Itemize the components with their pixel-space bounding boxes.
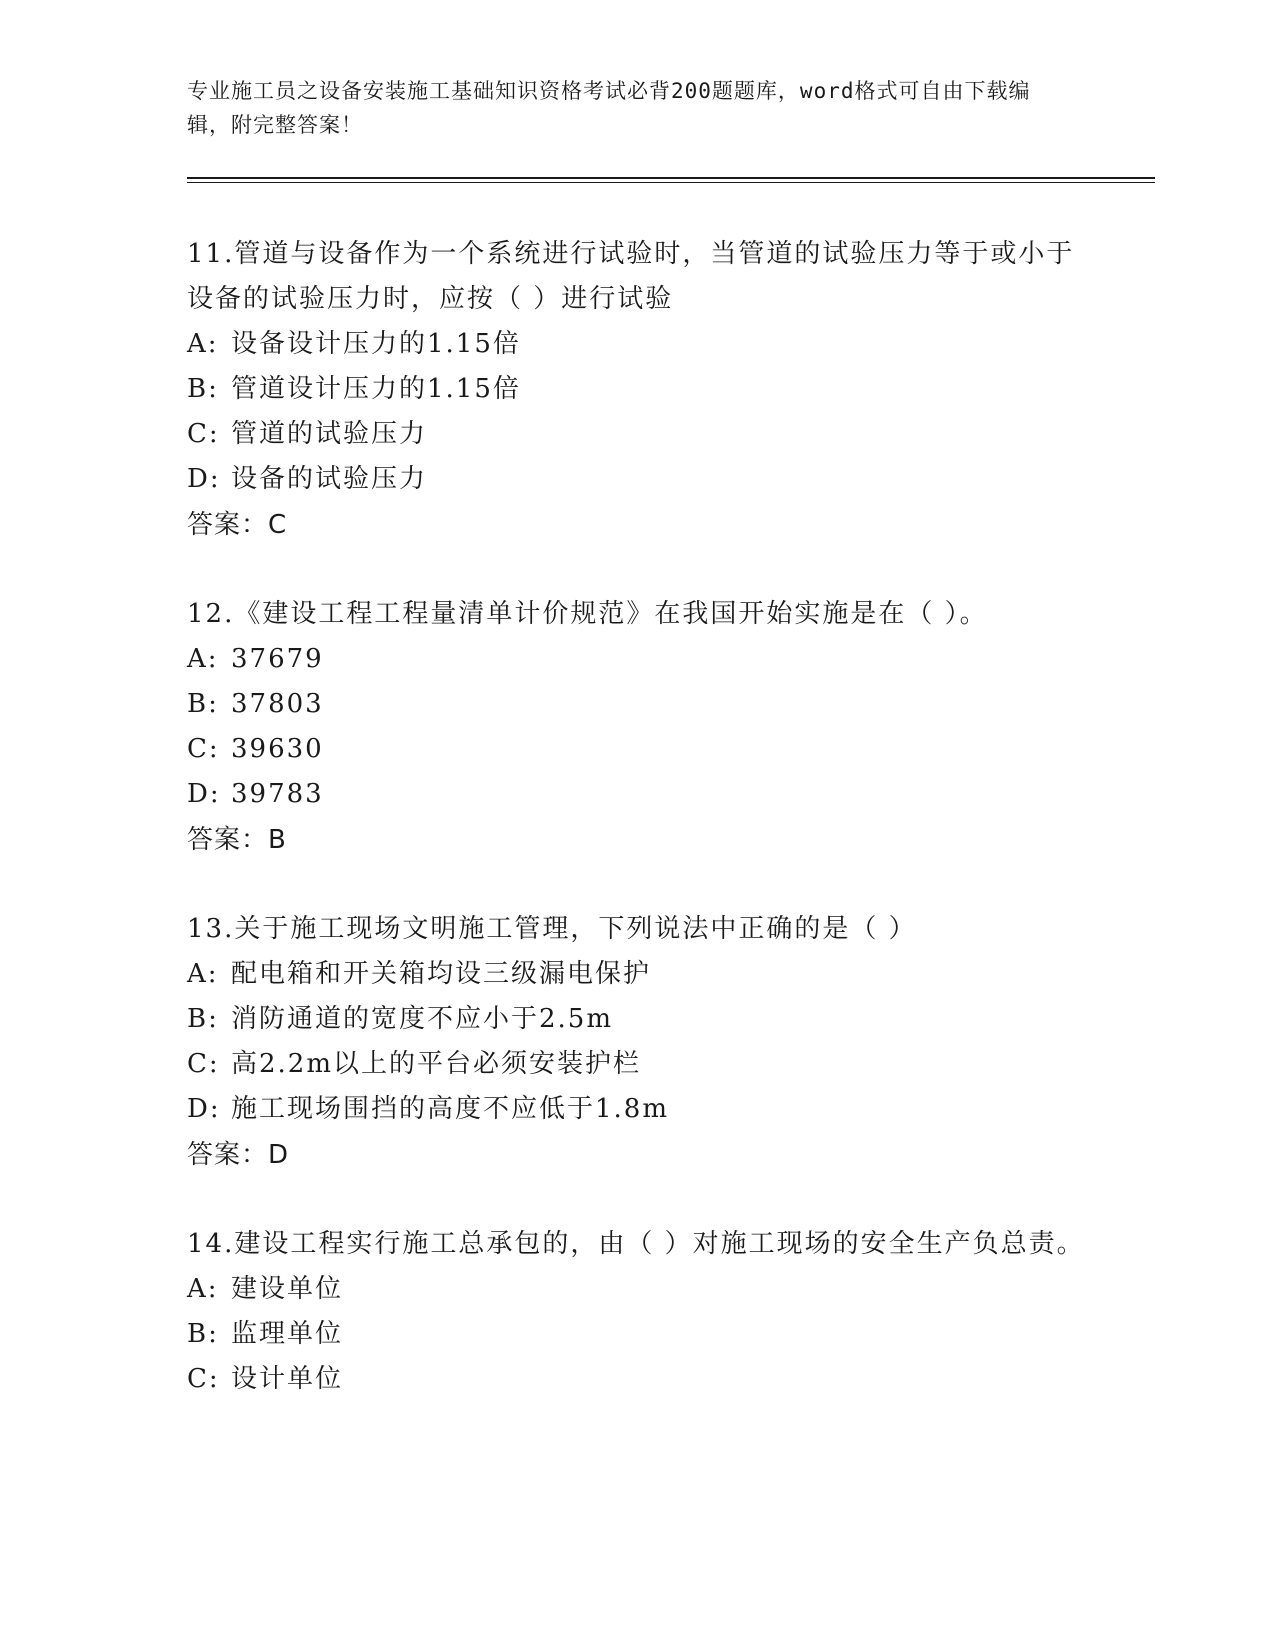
option-b xyxy=(187,367,1087,412)
option-letter: B: xyxy=(187,1319,219,1349)
answer-line xyxy=(187,1132,1087,1178)
answer-label: 答案： xyxy=(187,1140,269,1170)
answer-label: 答案： xyxy=(187,825,269,855)
option-letter: A: xyxy=(187,644,219,674)
option-a xyxy=(187,637,1087,682)
option-c xyxy=(187,1357,1087,1402)
option-letter: C: xyxy=(187,1049,220,1079)
question-13 xyxy=(187,907,1087,1178)
header-divider-bottom xyxy=(187,182,1155,183)
option-letter: C: xyxy=(187,734,220,764)
option-text: 高2.2m以上的平台必须安装护栏 xyxy=(231,1049,642,1079)
option-a xyxy=(187,952,1087,997)
question-stem: 14.建设工程实行施工总承包的，由（ ）对施工现场的安全生产负总责。 xyxy=(187,1229,1085,1259)
option-text: 37803 xyxy=(231,689,324,719)
question-stem: 13.关于施工现场文明施工管理，下列说法中正确的是（ ） xyxy=(187,914,917,944)
option-letter: D: xyxy=(187,779,221,809)
header-divider-top xyxy=(187,177,1155,179)
option-c xyxy=(187,412,1087,457)
option-letter: B: xyxy=(187,1004,219,1034)
option-text: 设备的试验压力 xyxy=(231,464,428,494)
answer-value: B xyxy=(268,825,287,855)
option-text: 管道设计压力的1.15倍 xyxy=(231,374,521,404)
option-letter: A: xyxy=(187,1274,219,1304)
option-letter: D: xyxy=(187,464,221,494)
option-b xyxy=(187,682,1087,727)
question-list xyxy=(187,232,1087,1446)
question-11 xyxy=(187,232,1087,548)
option-letter: C: xyxy=(187,1364,220,1394)
option-letter: A: xyxy=(187,959,219,989)
option-d xyxy=(187,1087,1087,1132)
option-d xyxy=(187,772,1087,817)
option-b xyxy=(187,1312,1087,1357)
question-stem: 11.管道与设备作为一个系统进行试验时，当管道的试验压力等于或小于设备的试验压力时，应按（ ）进行试验 xyxy=(187,239,1075,314)
option-text: 39630 xyxy=(231,734,324,764)
option-text: 监理单位 xyxy=(231,1319,344,1349)
option-d xyxy=(187,457,1087,502)
option-text: 39783 xyxy=(231,779,324,809)
question-stem: 12.《建设工程工程量清单计价规范》在我国开始实施是在（ ）。 xyxy=(187,599,988,629)
option-letter: B: xyxy=(187,374,219,404)
option-text: 管道的试验压力 xyxy=(231,419,428,449)
answer-value: C xyxy=(268,510,288,540)
option-text: 37679 xyxy=(231,644,324,674)
question-14 xyxy=(187,1222,1087,1402)
option-letter: B: xyxy=(187,689,219,719)
option-text: 设计单位 xyxy=(231,1364,344,1394)
option-letter: C: xyxy=(187,419,220,449)
answer-line xyxy=(187,817,1087,863)
option-text: 建设单位 xyxy=(231,1274,344,1304)
option-text: 配电箱和开关箱均设三级漏电保护 xyxy=(231,959,652,989)
option-text: 消防通道的宽度不应小于2.5m xyxy=(231,1004,614,1034)
answer-label: 答案： xyxy=(187,510,269,540)
option-text: 设备设计压力的1.15倍 xyxy=(231,329,521,359)
option-letter: A: xyxy=(187,329,219,359)
question-12 xyxy=(187,592,1087,863)
option-a xyxy=(187,1267,1087,1312)
option-b xyxy=(187,997,1087,1042)
answer-value: D xyxy=(268,1140,290,1170)
option-text: 施工现场围挡的高度不应低于1.8m xyxy=(231,1094,670,1124)
option-c xyxy=(187,1042,1087,1087)
answer-line xyxy=(187,502,1087,548)
option-c xyxy=(187,727,1087,772)
option-a xyxy=(187,322,1087,367)
option-letter: D: xyxy=(187,1094,221,1124)
document-header: 专业施工员之设备安装施工基础知识资格考试必背200题题库，word格式可自由下载编辑，附完整答案！ xyxy=(187,79,1031,137)
